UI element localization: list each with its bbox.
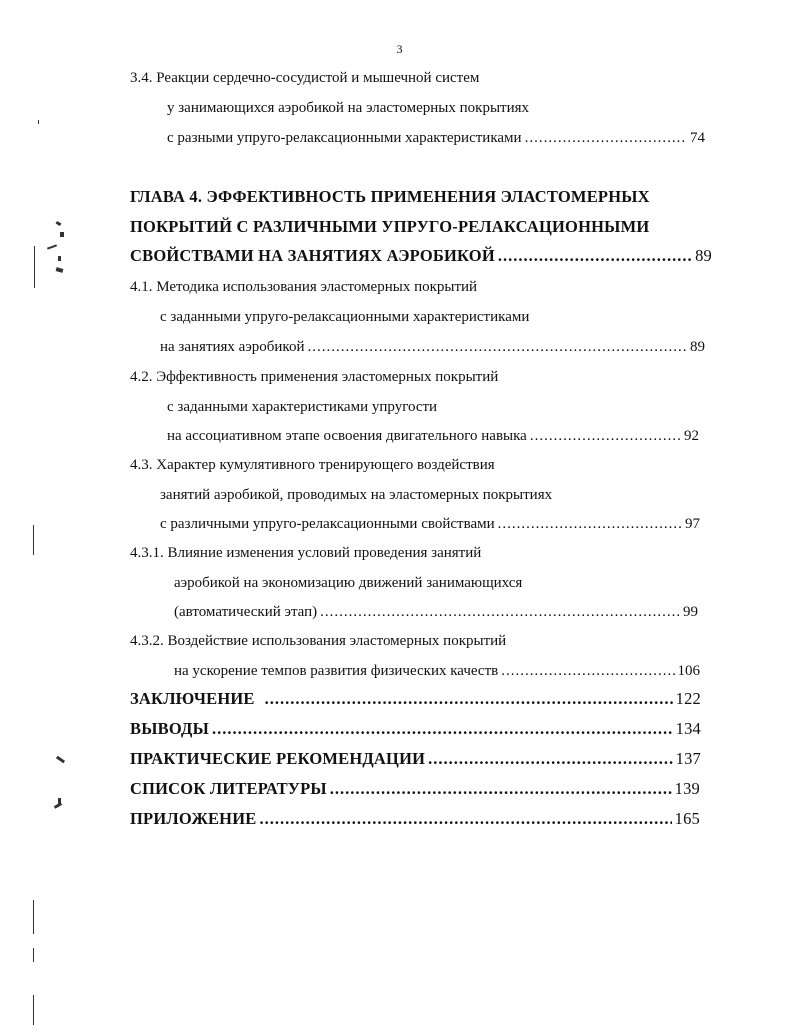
toc-entry-text: ВЫВОДЫ	[130, 719, 209, 738]
toc-page-number: 92	[684, 428, 699, 444]
toc-page-number: 122	[675, 689, 701, 708]
toc-entry-4-3-1-line-3	[174, 602, 698, 622]
toc-entry-text: на занятиях аэробикой	[160, 339, 305, 355]
toc-entry-text: ПРАКТИЧЕСКИЕ РЕКОМЕНДАЦИИ	[130, 749, 426, 768]
scan-artifact	[33, 995, 34, 1025]
toc-entry-text: ПРИЛОЖЕНИЕ	[130, 809, 257, 828]
toc-entry-text: на ассоциативном этапе освоения двигательного навыка	[167, 428, 527, 444]
toc-leader-dots	[308, 337, 688, 357]
toc-entry-4-3-2-line-2	[174, 661, 700, 681]
toc-findings	[130, 719, 701, 739]
toc-leader-dots	[428, 749, 673, 769]
toc-entry-text: СВОЙСТВАМИ НА ЗАНЯТИЯХ АЭРОБИКОЙ	[130, 246, 495, 265]
toc-leader-dots	[330, 779, 672, 799]
scan-artifact	[56, 267, 64, 273]
toc-entry-4-1-line-1: 4.1. Методика использования эластомерных покрытий	[130, 279, 478, 295]
scan-artifact	[47, 244, 57, 249]
scan-artifact	[58, 256, 61, 261]
toc-leader-dots	[259, 809, 671, 829]
toc-leader-dots	[320, 602, 680, 622]
toc-page-number: 89	[695, 246, 712, 265]
toc-conclusion	[130, 689, 701, 709]
scan-artifact	[58, 798, 61, 804]
toc-leader-dots	[498, 246, 692, 266]
toc-entry-4-1-line-3	[160, 337, 705, 357]
toc-entry-4-2-line-3	[167, 426, 699, 446]
chapter-4-title-line-1: ГЛАВА 4. ЭФФЕКТИВНОСТЬ ПРИМЕНЕНИЯ ЭЛАСТОМЕРНЫХ	[130, 187, 650, 206]
toc-entry-4-3-1-line-1: 4.3.1. Влияние изменения условий проведения занятий	[130, 545, 482, 561]
toc-entry-4-1-line-2: с заданными упруго-релаксационными характеристиками	[160, 309, 530, 325]
toc-recommendations	[130, 749, 701, 769]
toc-page-number: 97	[685, 516, 700, 532]
toc-page-number: 165	[674, 809, 700, 828]
toc-leader-dots	[498, 514, 682, 534]
scan-artifact	[60, 232, 64, 237]
chapter-4-title-line-2: ПОКРЫТИЙ С РАЗЛИЧНЫМИ УПРУГО-РЕЛАКСАЦИОННЫМИ	[130, 217, 650, 236]
toc-entry-4-3-line-2: занятий аэробикой, проводимых на эластомерных покрытиях	[160, 487, 553, 503]
toc-entry-3-4-line-3	[167, 128, 705, 148]
toc-page-number: 99	[683, 604, 698, 620]
scan-artifact	[33, 948, 34, 962]
page-number: 3	[396, 42, 403, 56]
toc-entry-text: ЗАКЛЮЧЕНИЕ	[130, 689, 255, 708]
toc-entry-text: с различными упруго-релаксационными свойствами	[160, 516, 495, 532]
toc-references	[130, 779, 700, 799]
scan-artifact	[38, 120, 39, 124]
scan-artifact	[56, 756, 65, 764]
toc-entry-4-3-line-3	[160, 514, 700, 534]
toc-entry-4-3-line-1: 4.3. Характер кумулятивного тренирующего воздействия	[130, 457, 495, 473]
chapter-4-title-line-3	[130, 246, 712, 266]
scan-artifact	[33, 525, 34, 555]
toc-entry-text: на ускорение темпов развития физических качеств	[174, 663, 499, 679]
toc-entry-4-2-line-1: 4.2. Эффективность применения эластомерных покрытий	[130, 369, 499, 385]
toc-page-number: 89	[690, 339, 705, 355]
toc-entry-3-4-line-2: у занимающихся аэробикой на эластомерных покрытиях	[167, 100, 530, 116]
toc-entry-text: с разными упруго-релаксационными характеристиками	[167, 130, 522, 146]
toc-leader-dots	[501, 661, 674, 681]
toc-page-number: 139	[674, 779, 700, 798]
toc-entry-4-3-1-line-2: аэробикой на экономизацию движений занимающихся	[174, 575, 523, 591]
toc-entry-4-3-2-line-1: 4.3.2. Воздействие использования эластомерных покрытий	[130, 633, 507, 649]
scan-artifact	[34, 246, 35, 288]
toc-appendix	[130, 809, 700, 829]
toc-leader-dots	[212, 719, 673, 739]
toc-leader-dots	[525, 128, 687, 148]
toc-leader-dots	[265, 689, 673, 709]
scan-artifact	[33, 900, 34, 934]
toc-entry-3-4-line-1: 3.4. Реакции сердечно-сосудистой и мышечной систем	[130, 70, 480, 86]
toc-page-number: 106	[677, 663, 700, 679]
toc-entry-text: (автоматический этап)	[174, 604, 318, 620]
scan-artifact	[56, 221, 62, 226]
toc-page-number: 137	[675, 749, 701, 768]
toc-entry-text: СПИСОК ЛИТЕРАТУРЫ	[130, 779, 327, 798]
toc-leader-dots	[530, 426, 681, 446]
toc-entry-4-2-line-2: с заданными характеристиками упругости	[167, 399, 438, 415]
toc-page-number: 74	[690, 130, 705, 146]
toc-page-number: 134	[675, 719, 701, 738]
